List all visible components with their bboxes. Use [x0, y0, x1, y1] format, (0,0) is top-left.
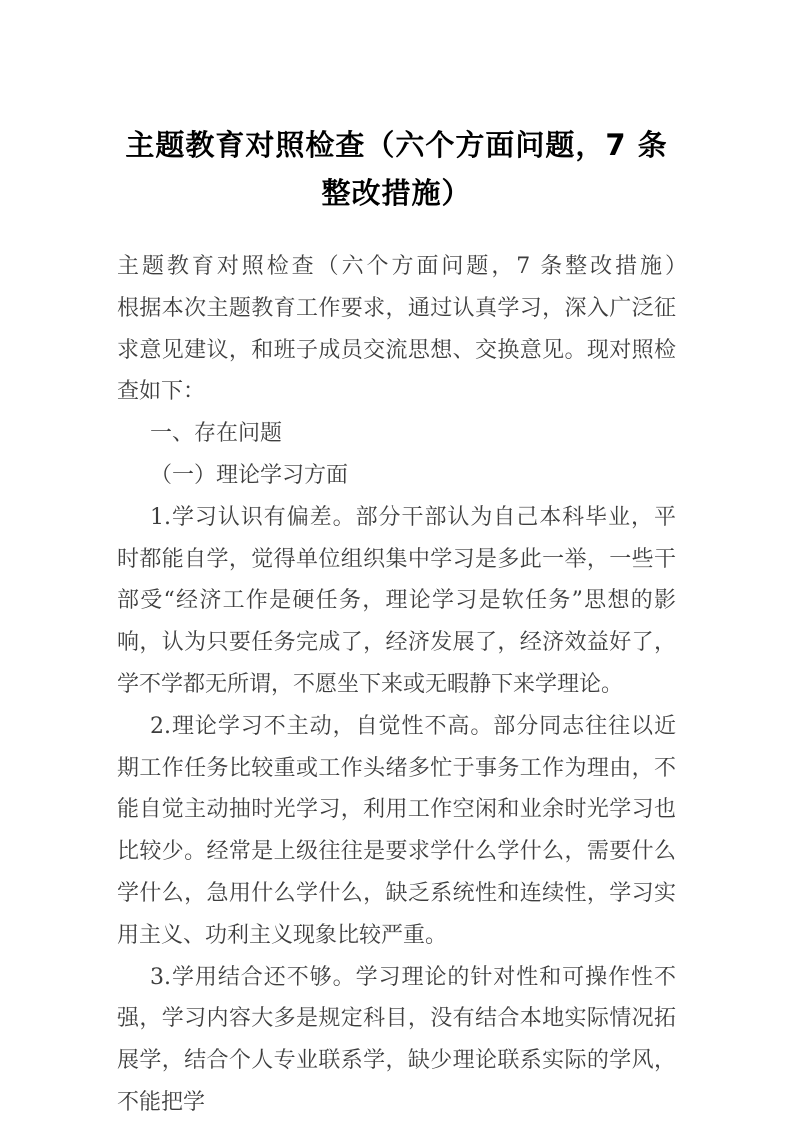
paragraph-theory-study-not-proactive: 2.理论学习不主动，自觉性不高。部分同志往往以近期工作任务比较重或工作头绪多忙于事务工作为理由，不能自觉主动抽时光学习，利用工作空闲和业余时光学习也比较少。经常是上级往往是要求学什么学什么，需要什么学什么，急用什么学什么，缺乏系统性和连续性，学习实用主义、功利主义现象比较严重。 — [117, 713, 676, 948]
opening-paragraph: 主题教育对照检查（六个方面问题，7 条整改措施） 根据本次主题教育工作要求，通过认真学习，深入广泛征求意见建议，和班子成员交流思想、交换意见。现对照检查如下： — [117, 254, 721, 405]
section-heading-existing-problems: 一、存在问题 — [150, 421, 283, 447]
subsection-heading-theory-study: （一）理论学习方面 — [150, 462, 349, 488]
document-content — [0, 121, 793, 1122]
document-body — [117, 246, 721, 1122]
document-title: 主题教育对照检查（六个方面问题，7 条整改措施） — [125, 128, 668, 210]
paragraph-study-application-insufficient: 3.学用结合还不够。学习理论的针对性和可操作性不强，学习内容大多是规定科目，没有结合本地实际情况拓展学，结合个人专业联系学，缺少理论联系实际的学风，不能把学 — [117, 964, 676, 1115]
paragraph-learning-deviation: 1.学习认识有偏差。部分干部认为自己本科毕业，平时都能自学，觉得单位组织集中学习是多此一举，一些干部受“经济工作是硬任务，理论学习是软任务”思想的影响，认为只要任务完成了，经济发展了，经济效益好了，学不学都无所谓，不愿坐下来或无暇静下来学理论。 — [117, 504, 676, 697]
